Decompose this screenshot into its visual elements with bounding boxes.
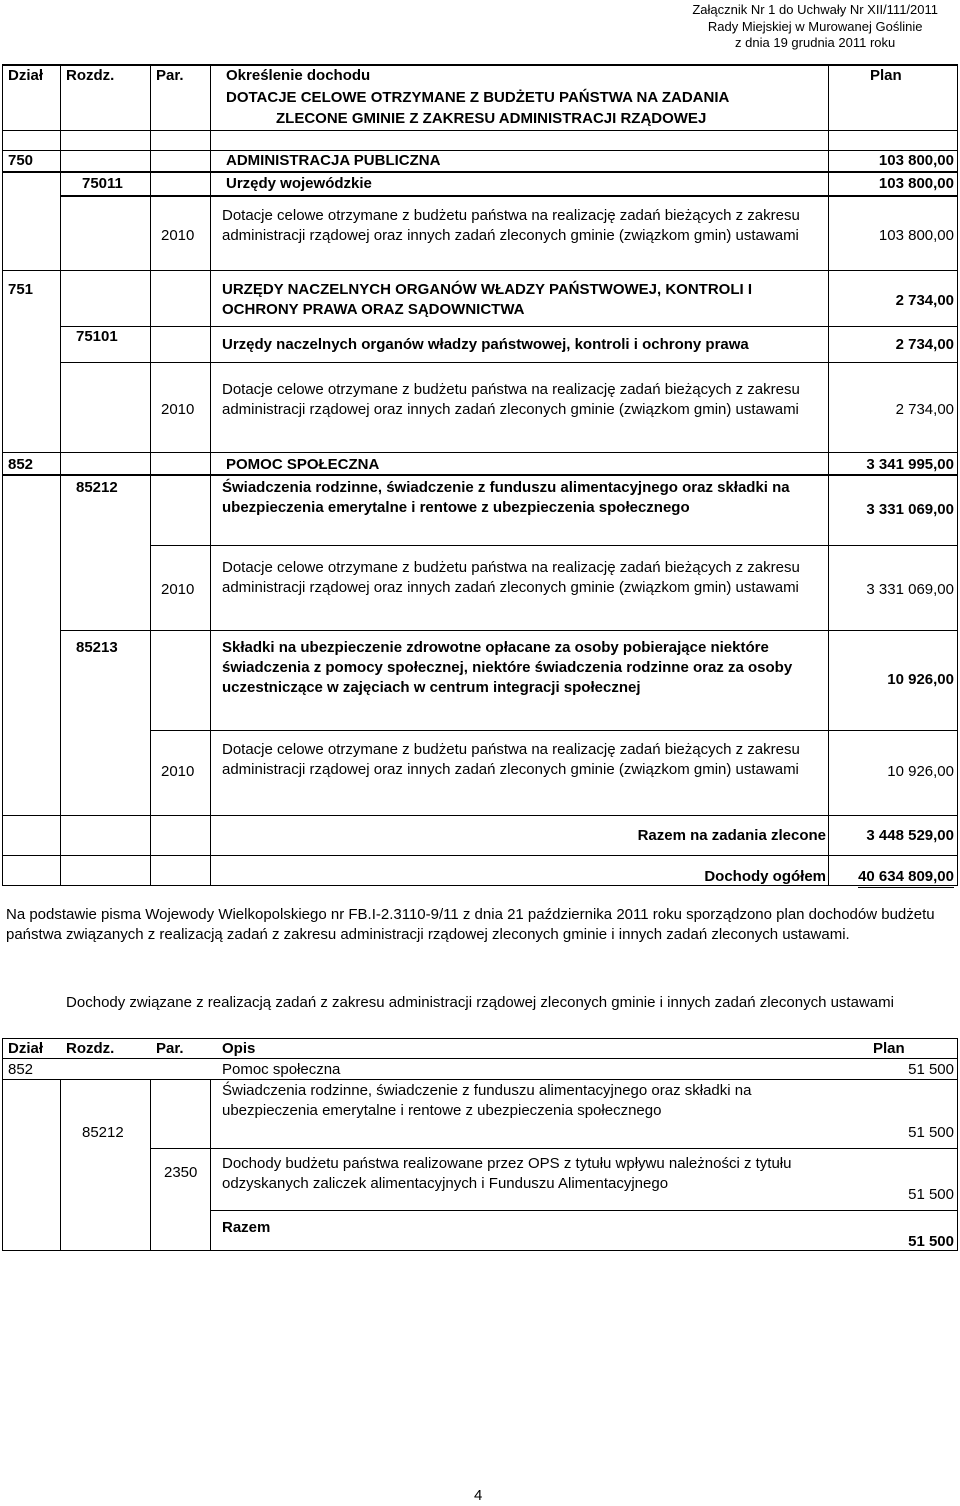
desc-75011: Urzędy wojewódzkie — [226, 175, 372, 192]
t2-plan-852: 51 500 — [908, 1061, 954, 1078]
row-line — [150, 730, 957, 731]
plan-85212: 3 331 069,00 — [866, 501, 954, 518]
col-header-plan: Plan — [870, 67, 902, 84]
table-2-left-border — [2, 1038, 3, 1251]
dzial-750: 750 — [8, 152, 34, 169]
par-2010: 2010 — [161, 581, 195, 598]
col-sep-1 — [60, 1079, 61, 1250]
plan-852: 3 341 995,00 — [866, 456, 954, 473]
page-number: 4 — [474, 1487, 483, 1504]
header-line-1: Załącznik Nr 1 do Uchwały Nr XII/111/2011 — [692, 2, 938, 17]
t2-plan-85212: 51 500 — [908, 1124, 954, 1141]
row-line — [2, 474, 957, 476]
t2-dzial-852: 852 — [8, 1061, 34, 1078]
t2-razem-label: Razem — [222, 1219, 271, 1236]
desc-85212: Świadczenia rodzinne, świadczenie z funduszu alimentacyjnego oraz składki na ubezpieczenia emerytalne i rentowe z ubezpieczenia społecznego — [222, 479, 790, 516]
desc-85213: Składki na ubezpieczenie zdrowotne opłacane za osoby pobierające niektóre świadczenia z pomocy społecznej, niektóre świadczenia rodzinne oraz za osoby uczestniczące w zajęciach w centrum integracji społecznej — [222, 639, 793, 696]
rozdz-75101: 75101 — [76, 328, 118, 345]
dochody-ogolem-label: Dochody ogółem — [704, 868, 826, 885]
row-line — [60, 195, 957, 197]
table-1-right-border — [957, 64, 958, 886]
rozdz-75011: 75011 — [82, 175, 123, 192]
t2-desc-85212: Świadczenia rodzinne, świadczenie z funduszu alimentacyjnego oraz składki na ubezpieczenia emerytalne i rentowe z ubezpieczenia społecznego — [222, 1082, 752, 1119]
row-line — [2, 171, 957, 173]
plan-75101-2010: 2 734,00 — [895, 401, 954, 418]
row-line — [2, 150, 957, 151]
row-line — [2, 855, 957, 856]
row-line — [2, 815, 957, 816]
header-line-3: z dnia 19 grudnia 2011 roku — [735, 35, 896, 50]
col-header-dzial: Dział — [8, 67, 44, 84]
plan-750: 103 800,00 — [878, 152, 954, 169]
desc-75101: Urzędy naczelnych organów władzy państwowej, kontroli i ochrony prawa — [222, 336, 749, 353]
t2-par-2350: 2350 — [164, 1164, 198, 1181]
dzial-852: 852 — [8, 456, 34, 473]
header-line-2: Rady Miejskiej w Murowanej Goślinie — [707, 18, 923, 34]
table-2-right-border — [957, 1038, 958, 1251]
dochody-ogolem-value: 40 634 809,00 — [858, 868, 954, 888]
t2-rozdz-85212: 85212 — [82, 1124, 124, 1141]
t2-col-header-dzial: Dział — [8, 1040, 44, 1057]
row-line — [150, 1148, 957, 1149]
plan-85213: 10 926,00 — [887, 671, 954, 688]
rozdz-85213: 85213 — [76, 639, 118, 656]
row-line — [210, 1210, 957, 1211]
col-sep-2 — [150, 1079, 151, 1250]
par-2010: 2010 — [161, 401, 195, 418]
desc-dotacje: Dotacje celowe otrzymane z budżetu państwa na realizację zadań bieżących z zakresu administracji rządowej oraz innych zadań zleconych gminie (związkom gmin) ustawami — [222, 741, 800, 778]
row-line — [60, 630, 957, 631]
desc-dotacje: Dotacje celowe otrzymane z budżetu państwa na realizację zadań bieżących z zakresu administracji rządowej oraz innych zadań zleconych gminie (związkom gmin) ustawami — [222, 207, 800, 244]
desc-750: ADMINISTRACJA PUBLICZNA — [226, 152, 441, 169]
col-header-par: Par. — [156, 67, 184, 84]
plan-75011-2010: 103 800,00 — [878, 227, 954, 244]
row-line — [2, 452, 957, 453]
col-sep-3 — [210, 1079, 211, 1250]
par-2010: 2010 — [161, 763, 195, 780]
razem-zlecone-label: Razem na zadania zlecone — [637, 827, 826, 844]
t2-col-header-rozdz: Rozdz. — [66, 1040, 115, 1057]
note-paragraph: Na podstawie pisma Wojewody Wielkopolskiego nr FB.I-2.3110-9/11 z dnia 21 października 2011 roku sporządzono plan dochodów budżetu państwa związanych z realizacją zadań z zakresu administracji rządowej zleconych gminie i innych zadań zleconych ustawami. — [6, 906, 935, 943]
table-1-top-border — [2, 64, 957, 66]
plan-75011: 103 800,00 — [878, 175, 954, 192]
razem-zlecone-value: 3 448 529,00 — [866, 827, 954, 844]
plan-751: 2 734,00 — [895, 292, 954, 309]
plan-85212-2010: 3 331 069,00 — [866, 581, 954, 598]
plan-75101: 2 734,00 — [895, 336, 954, 353]
rozdz-85212: 85212 — [76, 479, 118, 496]
t2-plan-2350: 51 500 — [908, 1186, 954, 1203]
par-2010: 2010 — [161, 227, 195, 244]
col-header-rozdz: Rozdz. — [66, 67, 115, 84]
t2-desc-852: Pomoc społeczna — [222, 1061, 341, 1078]
table-1-title-line-1: DOTACJE CELOWE OTRZYMANE Z BUDŻETU PAŃSTWA NA ZADANIA — [226, 89, 730, 106]
row-line — [2, 1079, 957, 1080]
table-2-title: Dochody związane z realizacją zadań z zakresu administracji rządowej zleconych gminie i innych zadań zleconych ustawami — [66, 994, 894, 1011]
desc-dotacje: Dotacje celowe otrzymane z budżetu państwa na realizację zadań bieżących z zakresu administracji rządowej oraz innych zadań zleconych gminie (związkom gmin) ustawami — [222, 559, 800, 596]
table-2-top-border — [2, 1038, 957, 1039]
col-sep-3 — [210, 66, 211, 886]
row-line — [2, 1058, 957, 1059]
plan-85213-2010: 10 926,00 — [887, 763, 954, 780]
t2-col-header-desc: Opis — [222, 1040, 256, 1057]
row-line — [60, 362, 957, 363]
t2-desc-2350: Dochody budżetu państwa realizowane przez OPS z tytułu wpływu należności z tytułu odzyskanych zaliczek alimentacyjnych i Funduszu Alimentacyjnego — [222, 1155, 792, 1192]
dzial-751: 751 — [8, 281, 34, 298]
t2-col-header-par: Par. — [156, 1040, 184, 1057]
desc-852: POMOC SPOŁECZNA — [226, 456, 380, 473]
table-2-bottom-border — [2, 1250, 957, 1251]
col-header-desc: Określenie dochodu — [226, 67, 371, 84]
desc-751: URZĘDY NACZELNYCH ORGANÓW WŁADZY PAŃSTWOWEJ, KONTROLI I OCHRONY PRAWA ORAZ SĄDOWNICTWA — [222, 281, 752, 318]
t2-razem-plan: 51 500 — [908, 1233, 954, 1250]
t2-col-header-plan: Plan — [873, 1040, 905, 1057]
col-sep-2 — [150, 66, 151, 886]
row-line — [60, 326, 957, 327]
col-sep-1 — [60, 66, 61, 886]
document-header — [692, 2, 938, 52]
desc-dotacje: Dotacje celowe otrzymane z budżetu państwa na realizację zadań bieżących z zakresu administracji rządowej oraz innych zadań zleconych gminie (związkom gmin) ustawami — [222, 381, 800, 418]
row-line — [2, 270, 957, 271]
row-line — [150, 545, 957, 546]
col-sep-4 — [828, 66, 829, 886]
row-line — [2, 130, 957, 131]
table-1-title-line-2: ZLECONE GMINIE Z ZAKRESU ADMINISTRACJI RZĄDOWEJ — [276, 110, 707, 127]
